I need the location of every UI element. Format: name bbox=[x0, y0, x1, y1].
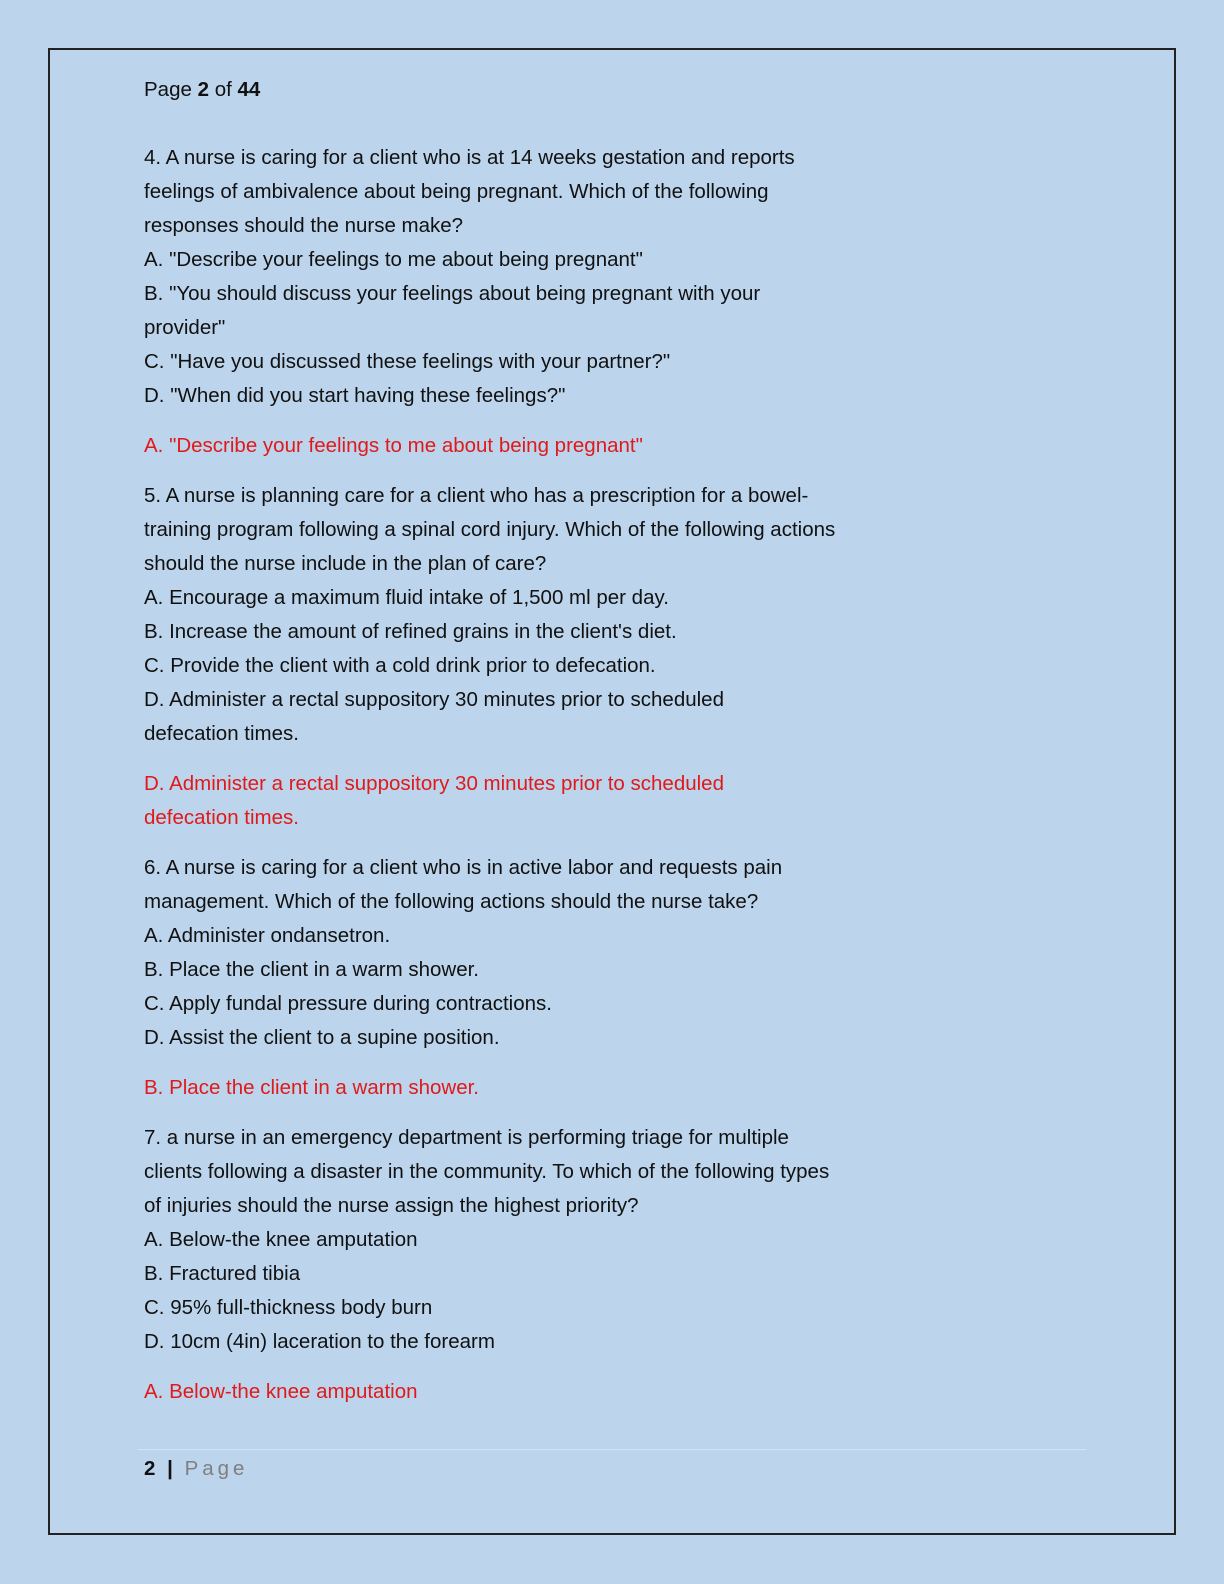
question-stem-line: 4. A nurse is caring for a client who is at 14 weeks gestation and reports bbox=[144, 146, 795, 169]
correct-answer bbox=[144, 1375, 1044, 1409]
question-stem-line: clients following a disaster in the community. To which of the following types bbox=[144, 1160, 830, 1183]
question-block bbox=[144, 851, 1044, 1105]
question-list bbox=[144, 141, 1044, 1409]
answer-option-line: A. Encourage a maximum fluid intake of 1,500 ml per day. bbox=[144, 586, 669, 609]
answer-option-line: B. Fractured tibia bbox=[144, 1262, 301, 1285]
footer-separator: | bbox=[167, 1457, 173, 1480]
question-stem-line: training program following a spinal cord injury. Which of the following actions bbox=[144, 518, 836, 541]
page-header-current: 2 bbox=[197, 78, 209, 101]
answer-option-line: C. "Have you discussed these feelings with your partner?" bbox=[144, 350, 671, 373]
document-body bbox=[144, 73, 1044, 1425]
correct-answer-line: A. Below-the knee amputation bbox=[144, 1380, 418, 1403]
answer-option-line: D. "When did you start having these feelings?" bbox=[144, 384, 566, 407]
page-header bbox=[144, 73, 1044, 107]
answer-option-line: A. Administer ondansetron. bbox=[144, 924, 391, 947]
question-block bbox=[144, 141, 1044, 463]
answer-option-line: D. Assist the client to a supine position. bbox=[144, 1026, 500, 1049]
correct-answer-line: D. Administer a rectal suppository 30 minutes prior to scheduled bbox=[144, 772, 724, 795]
question-stem-line: management. Which of the following actions should the nurse take? bbox=[144, 890, 759, 913]
question-stem-line: 5. A nurse is planning care for a client who has a prescription for a bowel- bbox=[144, 484, 809, 507]
question-block bbox=[144, 479, 1044, 835]
page-header-prefix: Page bbox=[144, 78, 192, 101]
answer-option-line: C. 95% full-thickness body burn bbox=[144, 1296, 433, 1319]
answer-option-line: C. Provide the client with a cold drink prior to defecation. bbox=[144, 654, 656, 677]
correct-answer-line: defecation times. bbox=[144, 806, 299, 829]
answer-option-line: B. Increase the amount of refined grains in the client's diet. bbox=[144, 620, 677, 643]
correct-answer bbox=[144, 1071, 1044, 1105]
question-stem-line: feelings of ambivalence about being pregnant. Which of the following bbox=[144, 180, 769, 203]
answer-option-line: B. Place the client in a warm shower. bbox=[144, 958, 479, 981]
footer-page-label: Page bbox=[184, 1457, 249, 1480]
answer-option-line: D. Administer a rectal suppository 30 minutes prior to scheduled bbox=[144, 688, 724, 711]
correct-answer-line: A. "Describe your feelings to me about being pregnant" bbox=[144, 434, 643, 457]
answer-option-line: B. "You should discuss your feelings about being pregnant with your bbox=[144, 282, 761, 305]
answer-option-line: A. Below-the knee amputation bbox=[144, 1228, 418, 1251]
question-stem-line: 7. a nurse in an emergency department is performing triage for multiple bbox=[144, 1126, 789, 1149]
page-header-total: 44 bbox=[237, 78, 261, 101]
question-stem-line: responses should the nurse make? bbox=[144, 214, 464, 237]
question-block bbox=[144, 1121, 1044, 1409]
answer-option-line: provider" bbox=[144, 316, 226, 339]
page-header-of: of bbox=[214, 78, 232, 101]
question-stem-line: of injuries should the nurse assign the highest priority? bbox=[144, 1194, 639, 1217]
question-stem-line: 6. A nurse is caring for a client who is in active labor and requests pain bbox=[144, 856, 783, 879]
answer-option-line: C. Apply fundal pressure during contractions. bbox=[144, 992, 552, 1015]
footer-divider bbox=[138, 1449, 1086, 1450]
page-footer bbox=[144, 1454, 248, 1484]
answer-option-line: D. 10cm (4in) laceration to the forearm bbox=[144, 1330, 495, 1353]
correct-answer-line: B. Place the client in a warm shower. bbox=[144, 1076, 479, 1099]
footer-page-number: 2 bbox=[144, 1457, 156, 1480]
correct-answer bbox=[144, 767, 1044, 835]
answer-option-line: A. "Describe your feelings to me about being pregnant" bbox=[144, 248, 643, 271]
correct-answer bbox=[144, 429, 1044, 463]
answer-option-line: defecation times. bbox=[144, 722, 299, 745]
question-stem-line: should the nurse include in the plan of care? bbox=[144, 552, 547, 575]
